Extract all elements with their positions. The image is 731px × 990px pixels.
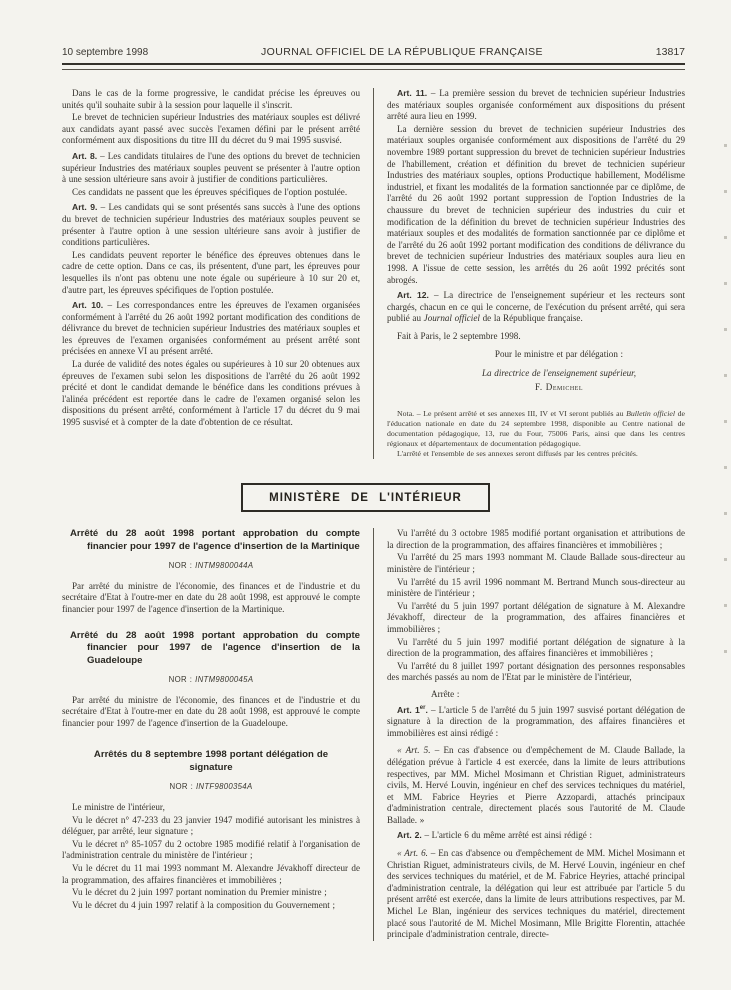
paragraph: Vu l'arrêté du 3 octobre 1985 modifié portant organisation et attributions de la direction de la programmation, des affaires financières et immobilières ; [387,528,685,550]
article-number: Art. 9. [72,202,98,213]
article-number: Art. 12. [397,290,429,301]
ministry-banner: MINISTÈRE DE L'INTÉRIEUR [241,483,490,512]
paragraph: Vu l'arrêté du 25 mars 1993 nommant M. Claude Ballade sous-directeur au ministère de l'intérieur ; [387,552,685,575]
paragraph: Art. 11. – La première session du brevet de technicien supérieur Industries des matériaux souples organisée conformément aux dispositions du présent arrêté aura lieu en 1999. [387,88,685,122]
paragraph: Arrêté du 28 août 1998 portant approbation du compte financier pour 1997 de l'agence d'insertion de la Martinique [70,528,360,552]
paragraph: F. Demichel [534,381,583,392]
paragraph: Pour le ministre et par délégation : [494,349,624,360]
page-header [62,46,685,58]
paragraph: Art. 9. – Les candidats qui se sont présentés sans succès à l'une des options du brevet de technicien supérieur Industries des matériaux souples peuvent se présenter à l'autre option à une session ultérieure sans avoir à justifier de conditions particulières. [62,202,360,248]
paragraph: Dans le cas de la forme progressive, le candidat précise les épreuves ou unités qu'il souhaite subir à la session pour laquelle il s'inscrit. [62,88,360,110]
paragraph: « Art. 5. – En cas d'absence ou d'empêchement de M. Claude Ballade, la délégation prévue à l'article 4 est exercée, dans la limite de leurs attributions respectives, par MM. Michel Mosimann et Christian Riguet, administrateurs civils, M. Hervé Louvin, ingénieur en chef des services techniques du matériel, et MM. Fabrice Heyries et Pierre Azzopardi, attachés principaux d'administration centrale, directement placés sous l'autorité de M. Claude Ballade. » [387,745,685,825]
interior-left-column [62,528,360,941]
paragraph: La durée de validité des notes égales ou supérieures à 10 sur 20 obtenues aux épreuves de l'examen subi selon les dispositions de l'arrêté du 26 août 1992 précité et dont le candidat demande le bénéfice dans les conditions prévues à l'alinéa précédent est reportée dans le cadre de l'examen organisé selon les dispositions du présent arrêté, conformément à l'article 17 du décret du 9 mai 1995 susvisé et à compter de la date d'obtention de ce résultat. [62,359,360,428]
paragraph: Vu l'arrêté du 15 avril 1996 nommant M. Bertrand Munch sous-directeur au ministère de l'intérieur ; [387,576,685,599]
article-number: Art. 8. [72,150,98,161]
journal-title: JOURNAL OFFICIEL DE LA RÉPUBLIQUE FRANÇAISE [261,46,543,58]
paragraph: Vu le décret du 11 mai 1993 nommant M. Alexandre Jévakhoff directeur de la programmation, des affaires financières et immobilières ; [62,863,360,885]
paragraph: Vu l'arrêté du 8 juillet 1997 portant désignation des personnes responsables des marchés passés au nom de l'Etat par le ministère de l'intérieur, [387,660,685,683]
issue-date: 10 septembre 1998 [62,47,149,58]
paragraph: Vu le décret du 4 juin 1997 relatif à la composition du Gouvernement ; [72,899,335,910]
article-number: Art. 2. [397,830,422,841]
paragraph: Art. 2. – L'article 6 du même arrêté est ainsi rédigé : [397,830,593,841]
paragraph: Le ministre de l'intérieur, [72,802,165,813]
paragraph: Par arrêté du ministre de l'économie, des finances et de l'industrie et du secrétaire d'Etat à l'outre-mer en date du 28 août 1998, est approuvé le compte financier pour 1997 de l'agence d'insertion de la Guadeloupe. [62,694,360,728]
education-right-column [373,88,685,459]
paragraph: Nota. – Le présent arrêté et ses annexes III, IV et VI seront publiés au Bulletin officiel de l'éducation nationale en date du 24 septembre 1998, disponible au Centre national de documentation pédagogique, 13, rue du Four, 75006 Paris, ainsi que dans les centres régionaux et départementaux de documentation pédagogique. [387,409,685,448]
paragraph: « Art. 6. – En cas d'absence ou d'empêchement de MM. Michel Mosimann et Christian Riguet, administrateurs civils, de M. Hervé Louvin, ingénieur en chef des services techniques du matériel, et de M. Fabrice Heyries, attaché principal d'administration centrale, la délégation qui leur est attribuée par l'article 5 du présent arrêté est exercée, dans la limite de leurs attributions respectives, par M. Michel Le Blan, ingénieur des services techniques du matériel, directement placé sous l'autorité de M. Michel Mosimann, Mlle Brigitte Florentin, attachée principale d'administration centrale, directe- [387,848,685,940]
paragraph: Vu l'arrêté du 5 juin 1997 portant délégation de signature à M. Alexandre Jévakhoff, directeur de la programmation, des affaires financières et immobilières ; [387,600,685,634]
paragraph: La directrice de l'enseignement supérieur, [482,368,636,379]
interior-right-column [373,528,685,941]
paragraph: Vu le décret n° 85-1057 du 2 octobre 1985 modifié relatif à l'organisation de l'administration centrale du ministère de l'intérieur ; [62,838,360,861]
paragraph: La dernière session du brevet de technicien supérieur Industries des matériaux souples organisée conformément aux dispositions de l'arrêté du 29 novembre 1989 portant suppression du brevet de technicien supérieur Industries de l'habillement, création et définition du brevet de technicien supérieur Industries des matériaux souples, options Productique habillement, Modélisme industriel, et fixant les modalités de la formation sanctionnée par ce diplôme, de l'arrêté du 26 août 1992 portant suppression de l'option Industries de la chaussure du brevet de technicien supérieur des industries du cuir et modification de la définition du brevet de technicien supérieur Industries des matériaux souples et des modalités de formation sanctionnée par ce diplôme et de l'arrêté du 26 août 1992 portant modification des conditions de délivrance du brevet de technicien supérieur Industries des matériaux souples aura lieu en 1998. A l'issue de cette session, les arrêtés du 26 août 1992 précités sont abrogés. [387,123,685,285]
ministry-banner-wrap [62,483,669,512]
paragraph: NOR : INTM9800044A [168,561,254,571]
paragraph: Vu le décret du 2 juin 1997 portant nomination du Premier ministre ; [72,887,327,898]
page-number: 13817 [655,46,685,58]
article-number: Art. 10. [72,300,104,311]
paragraph: Art. 1er. – L'article 5 de l'arrêté du 5 juin 1997 susvisé portant délégation de signature à la direction de la programmation, des affaires financières et immobilières est ainsi rédigé : [387,704,685,738]
paragraph: Art. 10. – Les correspondances entre les épreuves de l'examen organisées conformément à l'arrêté du 26 août 1992 portant modification des conditions de délivrance du brevet de technicien supérieur Industries des matériaux souples et les épreuves de l'examen organisées conformément au présent arrêté sont précisées en annexe VI au présent arrêté. [62,300,360,357]
paragraph: NOR : INTF9800354A [169,782,253,792]
article-number: Art. 11. [397,88,428,98]
paragraph: Arrêté du 28 août 1998 portant approbation du compte financier pour 1997 de l'agence d'insertion de la Guadeloupe [70,629,360,666]
paragraph: Les candidats peuvent reporter le bénéfice des épreuves obtenues dans le cadre de cette option. Dans ce cas, ils présentent, d'une part, les épreuves pour lesquelles ils n'ont pas obtenu une note égale ou supérieure à 10 sur 20 et, d'autre part, les épreuves spécifiques de l'option postulée. [62,249,360,295]
paragraph: L'arrêté et l'ensemble de ses annexes seront diffusés par les centres précités. [397,449,638,459]
article-number: Art. 1er. [397,704,428,715]
paragraph: Arrêtés du 8 septembre 1998 portant délégation de signature [93,749,329,773]
paragraph: Arrête : [431,688,460,699]
paragraph: Vu l'arrêté du 5 juin 1997 modifié portant délégation de signature à la direction de la programmation, des affaires financières et immobilières ; [387,636,685,659]
section-interior [62,528,685,941]
paragraph: Fait à Paris, le 2 septembre 1998. [397,330,521,341]
paragraph: Art. 8. – Les candidats titulaires de l'une des options du brevet de technicien supérieur Industries des matériaux souples peuvent se présenter à l'autre option à une session ultérieure sans avoir à justifier de conditions particulières. [62,150,360,185]
paragraph: NOR : INTM9800045A [168,675,254,685]
paragraph: Vu le décret n° 47-233 du 23 janvier 1947 modifié autorisant les ministres à déléguer, par arrêté, leur signature ; [62,814,360,837]
paragraph: Le brevet de technicien supérieur Industries des matériaux souples est délivré aux candidats ayant passé avec succès l'examen défini par le présent arrêté conformément aux dispositions du titre III du décret du 9 mai 1995 susvisé. [62,112,360,146]
paragraph: Ces candidats ne passent que les épreuves spécifiques de l'option postulée. [72,186,348,197]
scan-artifact [724,120,727,680]
paragraph: Art. 12. – La directrice de l'enseignement supérieur et les recteurs sont chargés, chacun en ce qui le concerne, de l'exécution du présent arrêté, qui sera publié au Journal officiel de la République française. [387,290,685,324]
header-rule [62,63,685,70]
education-left-column [62,88,360,459]
paragraph: Par arrêté du ministre de l'économie, des finances et de l'industrie et du secrétaire d'Etat à l'outre-mer en date du 28 août 1998, est approuvé le compte financier pour 1997 de l'agence d'insertion de la Martinique. [62,580,360,615]
section-education [62,88,685,459]
